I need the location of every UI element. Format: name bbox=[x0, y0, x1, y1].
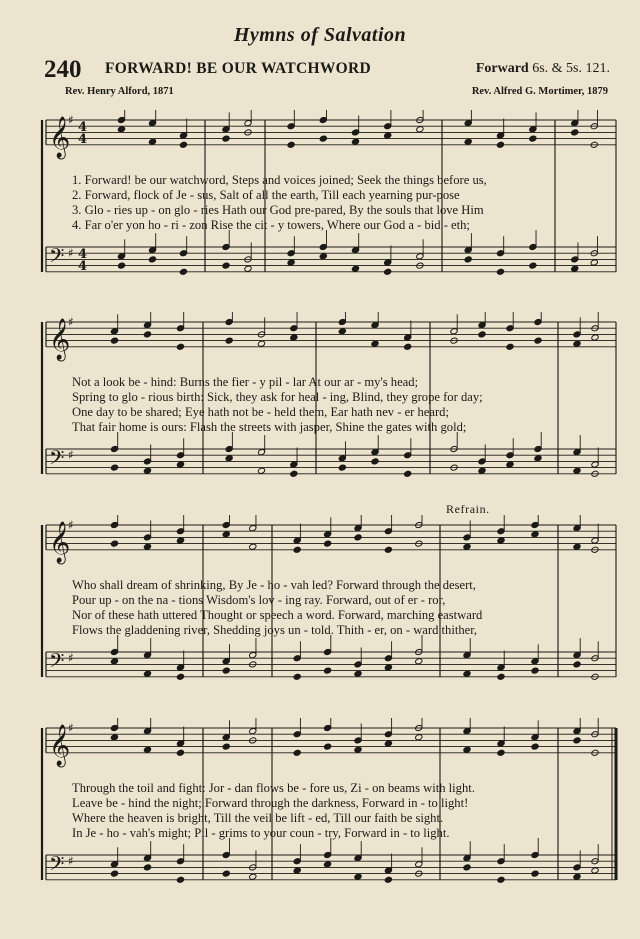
note-head bbox=[338, 464, 346, 471]
key-signature-sharp-icon: ♯ bbox=[68, 113, 74, 127]
note-head bbox=[571, 129, 579, 136]
time-signature: 4 bbox=[78, 247, 88, 262]
note-head bbox=[110, 734, 118, 741]
note-head bbox=[384, 268, 392, 275]
lyrics-block bbox=[72, 173, 616, 233]
note-head bbox=[531, 667, 539, 674]
lyrics-block bbox=[72, 578, 616, 638]
note-head bbox=[497, 673, 505, 680]
note-head bbox=[222, 667, 230, 674]
note-head bbox=[571, 265, 579, 272]
note-head bbox=[529, 262, 537, 269]
note-head bbox=[287, 141, 295, 148]
note-head bbox=[324, 540, 332, 547]
note-head bbox=[148, 138, 156, 145]
note-head bbox=[497, 749, 505, 756]
lyric-line: Pour up - on the na - tions Wisdom's lov - ing ray. Forward, out of er - ror, bbox=[72, 593, 446, 607]
note-head bbox=[573, 467, 581, 474]
lyric-line: Who shall dream of shrinking, By Je - ho - vah led? Forward through the desert, bbox=[72, 578, 476, 592]
tune-name: Forward bbox=[475, 61, 529, 76]
note-head bbox=[324, 861, 332, 868]
note-head bbox=[225, 337, 233, 344]
note-head bbox=[354, 534, 362, 541]
note-head bbox=[463, 543, 471, 550]
lyrics-block bbox=[72, 375, 616, 435]
time-signature: 4 bbox=[78, 120, 88, 135]
note-head bbox=[324, 667, 332, 674]
note-head bbox=[319, 135, 327, 142]
note-head bbox=[110, 870, 118, 877]
note-head bbox=[143, 670, 151, 677]
note-head bbox=[354, 670, 362, 677]
lyric-line: 4. Far o'er yon ho - ri - zon Rise the cit - y towers, Where our God a - bid - eth; bbox=[72, 218, 470, 232]
lyrics-block bbox=[72, 781, 616, 841]
note-head bbox=[110, 337, 118, 344]
note-head bbox=[496, 141, 504, 148]
lyric-line: Spring to glo - rious birth: Sick, they ask for heal - ing, Blind, they grope for day; bbox=[72, 390, 483, 404]
note-head bbox=[249, 873, 257, 880]
note-head bbox=[463, 864, 471, 871]
note-head bbox=[293, 749, 301, 756]
lyric-line: That fair home is ours: Flash the streets with jasper, Shine the gates with gold; bbox=[72, 420, 467, 434]
note-head bbox=[143, 467, 151, 474]
note-head bbox=[143, 864, 151, 871]
note-head bbox=[354, 746, 362, 753]
note-head bbox=[143, 746, 151, 753]
note-head bbox=[222, 743, 230, 750]
note-head bbox=[384, 132, 392, 139]
note-head bbox=[415, 734, 423, 741]
treble-clef-icon: 𝄞 bbox=[49, 116, 71, 158]
lyric-line: Where the heaven is bright, Till the veil be lift - ed, Till our faith be sight. bbox=[72, 811, 444, 825]
note-head bbox=[179, 268, 187, 275]
lyric-line: 1. Forward! be our watchword, Steps and voices joined; Seek the things before us, bbox=[72, 173, 487, 187]
lyric-line: Flows the gladdening river, Shedding joys un - told. Thith - er, on - ward thither, bbox=[72, 623, 478, 637]
note-head bbox=[319, 253, 327, 260]
key-signature-sharp-icon: ♯ bbox=[68, 448, 74, 462]
note-head bbox=[404, 470, 412, 477]
note-head bbox=[222, 870, 230, 877]
bass-clef-icon: 𝄢 bbox=[49, 648, 65, 677]
note-head bbox=[293, 867, 301, 874]
note-head bbox=[143, 331, 151, 338]
note-head bbox=[176, 537, 184, 544]
note-head bbox=[384, 740, 392, 747]
key-signature-sharp-icon: ♯ bbox=[68, 518, 74, 532]
note-head bbox=[176, 461, 184, 468]
note-head bbox=[222, 135, 230, 142]
words-credit: Rev. Henry Alford, 1871 bbox=[65, 86, 174, 97]
lyric-line: 2. Forward, flock of Je - sus, Salt of all the earth, Till each yearning pur-pose bbox=[72, 188, 460, 202]
note-head bbox=[117, 126, 125, 133]
note-head bbox=[590, 259, 598, 266]
bass-clef-icon: 𝄢 bbox=[49, 243, 65, 272]
key-signature-sharp-icon: ♯ bbox=[68, 854, 74, 868]
note-head bbox=[531, 870, 539, 877]
note-head bbox=[506, 343, 514, 350]
note-head bbox=[531, 531, 539, 538]
time-signature: 4 bbox=[78, 132, 88, 147]
note-head bbox=[371, 458, 379, 465]
note-head bbox=[415, 658, 423, 665]
note-head bbox=[244, 265, 252, 272]
key-signature-sharp-icon: ♯ bbox=[68, 315, 74, 329]
refrain-label: Refrain. bbox=[446, 502, 490, 516]
note-head bbox=[463, 670, 471, 677]
note-head bbox=[384, 664, 392, 671]
note-head bbox=[110, 464, 118, 471]
note-head bbox=[573, 340, 581, 347]
bass-clef-icon: 𝄢 bbox=[49, 445, 65, 474]
hymn-title: FORWARD! BE OUR WATCHWORD bbox=[105, 60, 372, 77]
note-head bbox=[354, 873, 362, 880]
note-head bbox=[573, 873, 581, 880]
note-head bbox=[287, 259, 295, 266]
treble-clef-icon: 𝄞 bbox=[49, 521, 71, 563]
bass-clef-icon: 𝄢 bbox=[49, 851, 65, 880]
tune-meter: 6s. & 5s. 121. bbox=[532, 61, 610, 76]
note-head bbox=[176, 673, 184, 680]
note-head bbox=[290, 334, 298, 341]
lyric-line: Through the toil and fight: Jor - dan flows be - fore us, Zi - on beams with light. bbox=[72, 781, 475, 795]
note-head bbox=[478, 467, 486, 474]
note-head bbox=[222, 262, 230, 269]
note-head bbox=[176, 749, 184, 756]
lyric-line: 3. Glo - ries up - on glo - ries Hath our God pre-pared, By the souls that love Him bbox=[72, 203, 484, 217]
section-title: Hymns of Salvation bbox=[233, 24, 407, 46]
key-signature-sharp-icon: ♯ bbox=[68, 651, 74, 665]
music-credit: Rev. Alfred G. Mortimer, 1879 bbox=[471, 86, 608, 97]
note-head bbox=[497, 876, 505, 883]
note-head bbox=[371, 340, 379, 347]
note-head bbox=[338, 328, 346, 335]
note-head bbox=[404, 343, 412, 350]
note-head bbox=[176, 876, 184, 883]
note-head bbox=[591, 334, 599, 341]
note-head bbox=[110, 658, 118, 665]
note-head bbox=[324, 743, 332, 750]
time-signature: 4 bbox=[78, 259, 88, 274]
note-head bbox=[117, 262, 125, 269]
lyric-line: Not a look be - hind: Burns the fier - y pil - lar At our ar - my's head; bbox=[72, 375, 419, 389]
lyric-line: One day to be shared; Eye hath not be - held them, Ear hath nev - er heard; bbox=[72, 405, 449, 419]
note-head bbox=[293, 546, 301, 553]
note-head bbox=[591, 867, 599, 874]
key-signature-sharp-icon: ♯ bbox=[68, 721, 74, 735]
lyric-line: In Je - ho - vah's might; Pil - grims to your coun - try, Forward in - to light. bbox=[72, 826, 450, 840]
note-head bbox=[529, 135, 537, 142]
note-head bbox=[506, 461, 514, 468]
note-head bbox=[534, 455, 542, 462]
note-head bbox=[478, 331, 486, 338]
lyric-line: Leave be - hind the night; Forward through the darkness, Forward in - to light! bbox=[72, 796, 469, 810]
note-head bbox=[257, 467, 265, 474]
hymn-number: 240 bbox=[44, 56, 82, 83]
note-head bbox=[463, 746, 471, 753]
note-head bbox=[222, 531, 230, 538]
note-head bbox=[464, 256, 472, 263]
note-head bbox=[464, 138, 472, 145]
lyric-line: Nor of these hath uttered Thought or speech a word. Forward, marching eastward bbox=[72, 608, 483, 622]
note-head bbox=[384, 546, 392, 553]
note-head bbox=[496, 268, 504, 275]
note-head bbox=[531, 743, 539, 750]
note-head bbox=[176, 343, 184, 350]
note-head bbox=[351, 265, 359, 272]
note-head bbox=[573, 543, 581, 550]
note-head bbox=[293, 673, 301, 680]
tune-info bbox=[476, 61, 610, 77]
note-head bbox=[148, 256, 156, 263]
note-head bbox=[290, 470, 298, 477]
note-head bbox=[179, 141, 187, 148]
treble-clef-icon: 𝄞 bbox=[49, 724, 71, 766]
note-head bbox=[534, 337, 542, 344]
treble-clef-icon: 𝄞 bbox=[49, 318, 71, 360]
note-head bbox=[384, 876, 392, 883]
note-head bbox=[249, 543, 257, 550]
note-head bbox=[143, 543, 151, 550]
note-head bbox=[351, 138, 359, 145]
note-head bbox=[497, 537, 505, 544]
note-head bbox=[573, 661, 581, 668]
note-head bbox=[573, 737, 581, 744]
note-head bbox=[257, 340, 265, 347]
key-signature-sharp-icon: ♯ bbox=[68, 246, 74, 260]
note-head bbox=[225, 455, 233, 462]
note-head bbox=[416, 126, 424, 133]
note-head bbox=[110, 540, 118, 547]
